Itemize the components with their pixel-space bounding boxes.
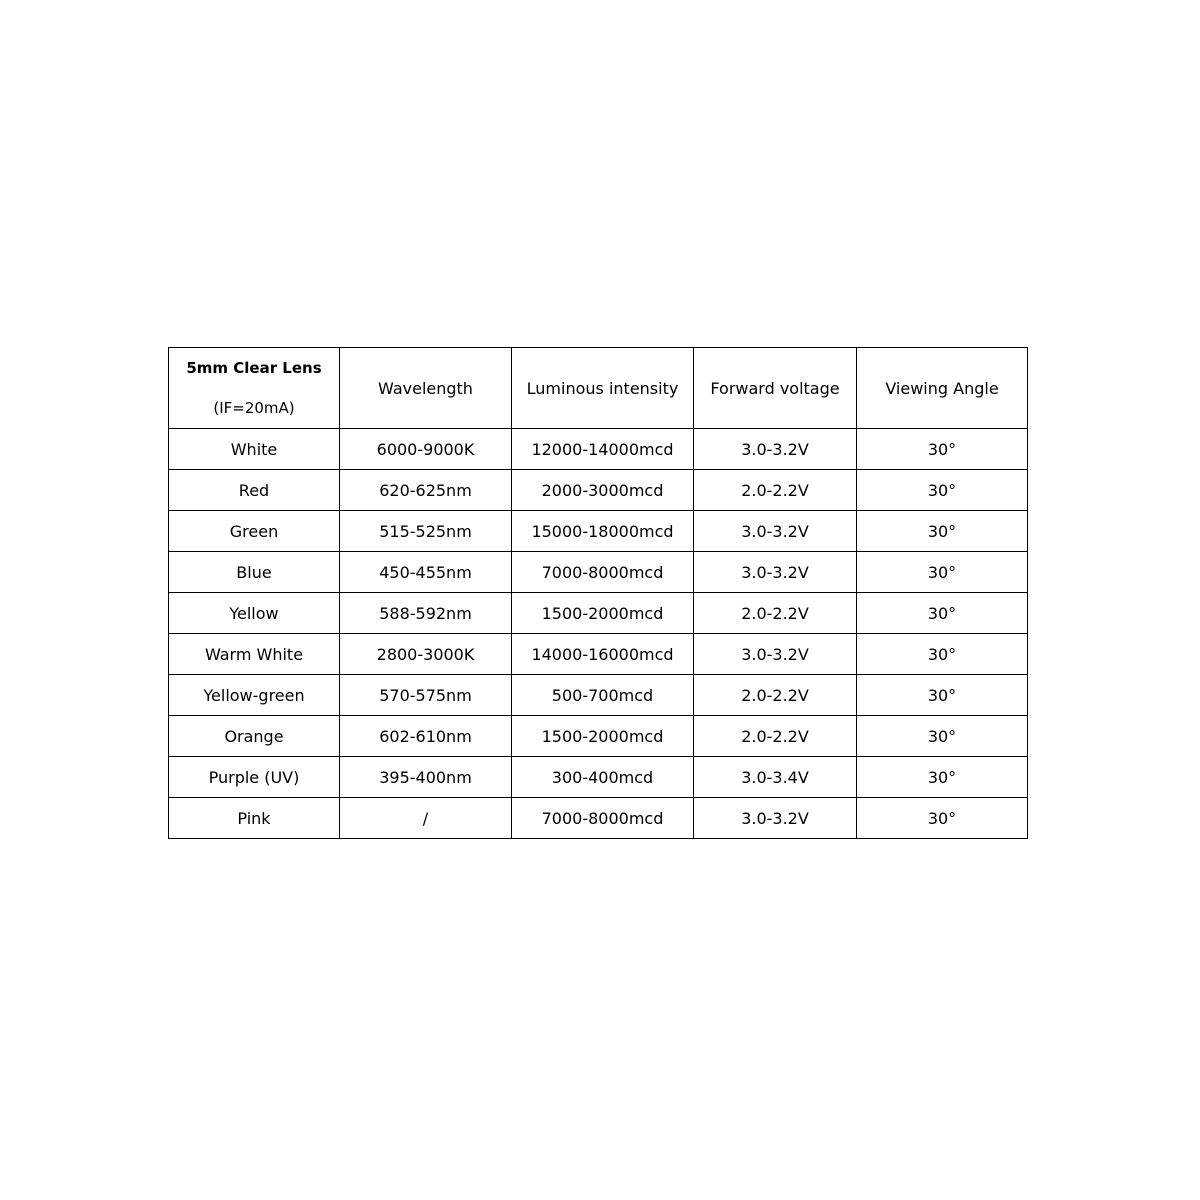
viewing-angle-cell: 30° [857,511,1028,552]
table-row [169,470,1028,511]
header-forward-voltage: Forward voltage [694,348,857,429]
wavelength-cell: 515-525nm [340,511,512,552]
header-title: 5mm Clear Lens [186,359,322,377]
viewing-angle-cell: 30° [857,634,1028,675]
color-cell: Purple (UV) [169,757,340,798]
forward-voltage-cell: 3.0-3.2V [694,511,857,552]
wavelength-cell: / [340,798,512,839]
color-cell: Blue [169,552,340,593]
luminous-intensity-cell: 500-700mcd [512,675,694,716]
forward-voltage-cell: 2.0-2.2V [694,470,857,511]
wavelength-cell: 450-455nm [340,552,512,593]
header-wavelength: Wavelength [340,348,512,429]
color-cell: Red [169,470,340,511]
forward-voltage-cell: 3.0-3.4V [694,757,857,798]
table-row [169,593,1028,634]
luminous-intensity-cell: 7000-8000mcd [512,552,694,593]
forward-voltage-cell: 2.0-2.2V [694,716,857,757]
luminous-intensity-cell: 2000-3000mcd [512,470,694,511]
color-cell: White [169,429,340,470]
wavelength-cell: 602-610nm [340,716,512,757]
color-cell: Warm White [169,634,340,675]
header-viewing-angle: Viewing Angle [857,348,1028,429]
table-body [169,429,1028,839]
table-row [169,634,1028,675]
led-spec-table [168,347,1028,839]
wavelength-cell: 588-592nm [340,593,512,634]
viewing-angle-cell: 30° [857,675,1028,716]
table-row [169,675,1028,716]
wavelength-cell: 395-400nm [340,757,512,798]
forward-voltage-cell: 2.0-2.2V [694,675,857,716]
forward-voltage-cell: 3.0-3.2V [694,429,857,470]
table-row [169,716,1028,757]
forward-voltage-cell: 3.0-3.2V [694,798,857,839]
luminous-intensity-cell: 1500-2000mcd [512,716,694,757]
luminous-intensity-cell: 7000-8000mcd [512,798,694,839]
table-row [169,798,1028,839]
header-luminous-intensity: Luminous intensity [512,348,694,429]
viewing-angle-cell: 30° [857,470,1028,511]
color-cell: Yellow [169,593,340,634]
viewing-angle-cell: 30° [857,429,1028,470]
table-row [169,429,1028,470]
luminous-intensity-cell: 1500-2000mcd [512,593,694,634]
viewing-angle-cell: 30° [857,798,1028,839]
luminous-intensity-cell: 12000-14000mcd [512,429,694,470]
table-row [169,552,1028,593]
wavelength-cell: 620-625nm [340,470,512,511]
wavelength-cell: 6000-9000K [340,429,512,470]
header-product-cell [169,348,340,429]
table-row [169,511,1028,552]
forward-voltage-cell: 3.0-3.2V [694,634,857,675]
forward-voltage-cell: 3.0-3.2V [694,552,857,593]
color-cell: Orange [169,716,340,757]
color-cell: Yellow-green [169,675,340,716]
header-row [169,348,1028,429]
viewing-angle-cell: 30° [857,593,1028,634]
table-row [169,757,1028,798]
viewing-angle-cell: 30° [857,757,1028,798]
color-cell: Green [169,511,340,552]
wavelength-cell: 570-575nm [340,675,512,716]
color-cell: Pink [169,798,340,839]
forward-voltage-cell: 2.0-2.2V [694,593,857,634]
table-header [169,348,1028,429]
luminous-intensity-cell: 14000-16000mcd [512,634,694,675]
header-subtitle: (IF=20mA) [213,399,295,417]
viewing-angle-cell: 30° [857,716,1028,757]
wavelength-cell: 2800-3000K [340,634,512,675]
luminous-intensity-cell: 300-400mcd [512,757,694,798]
luminous-intensity-cell: 15000-18000mcd [512,511,694,552]
viewing-angle-cell: 30° [857,552,1028,593]
